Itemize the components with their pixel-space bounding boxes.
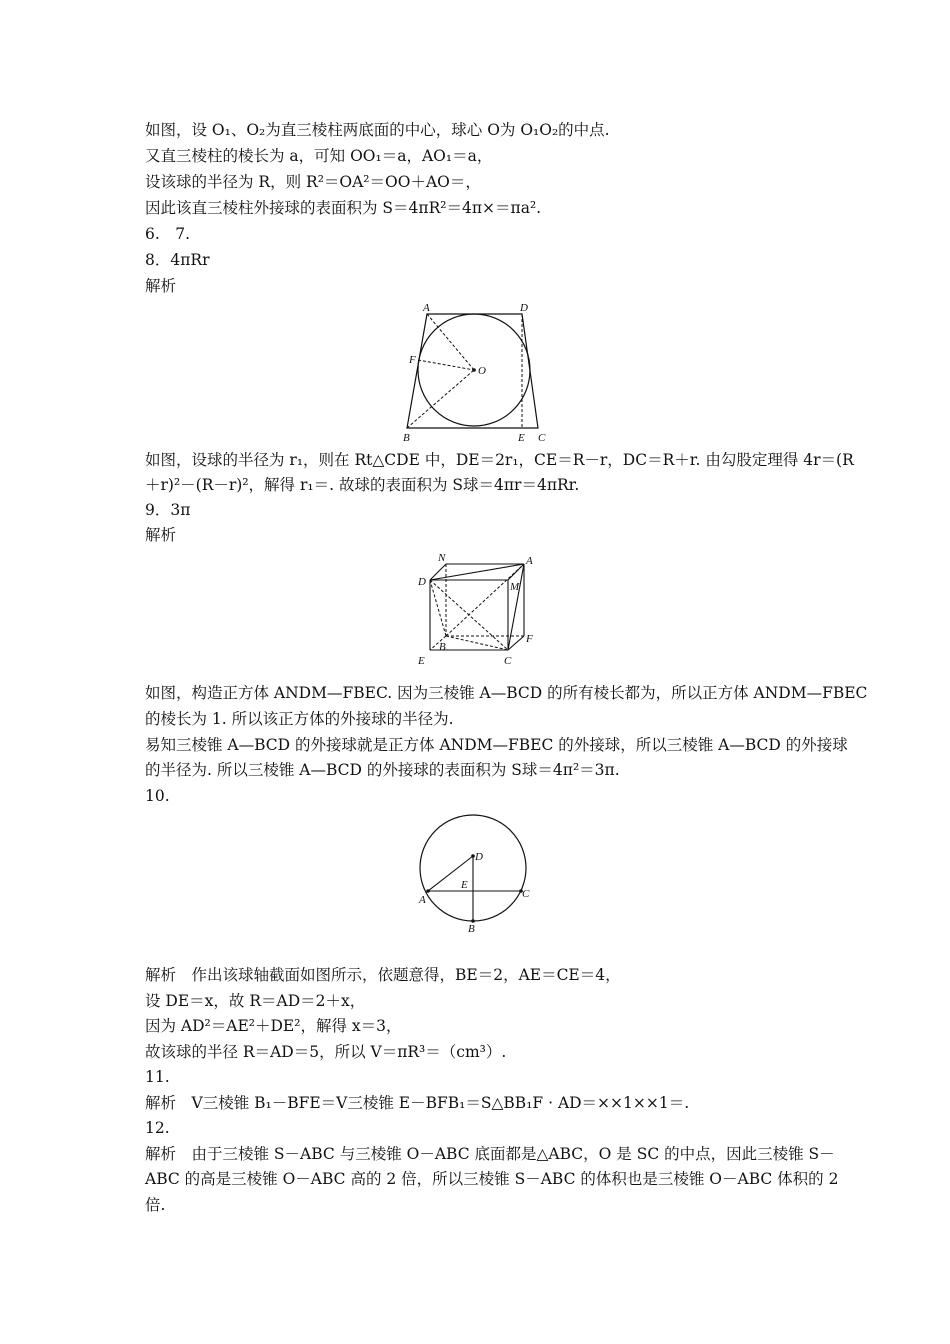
text-line-8: 如图，设球的半径为 r₁，则在 Rt△CDE 中，DE＝2r₁，CE＝R－r，DC＝R＋r. 由勾股定理得 4r＝(R <box>145 451 854 469</box>
text-line-6: 8．4πRr <box>145 251 210 269</box>
fig8-label-e: E <box>518 432 525 444</box>
fig8-label-f: F <box>409 354 416 366</box>
fig8-label-b: B <box>403 432 410 444</box>
text-line-2: 又直三棱柱的棱长为 a，可知 OO₁＝a，AO₁＝a， <box>145 147 493 165</box>
fig9-label-f: F <box>526 633 533 645</box>
fig9-label-b: B <box>439 641 446 653</box>
text-line-20: 故该球的半径 R＝AD＝5，所以 V＝πR³＝（cm³）. <box>145 1043 507 1061</box>
text-line-4: 因此该直三棱柱外接球的表面积为 S＝4πR²＝4π×＝πa². <box>145 199 542 217</box>
fig9-label-e: E <box>418 655 425 667</box>
figure-8-trapezoid-sphere <box>390 300 560 445</box>
figure-10-sphere-section <box>410 808 540 938</box>
text-line-5: 6. 7. <box>145 225 191 243</box>
fig10-label-c: C <box>522 888 530 900</box>
fig9-label-a: A <box>526 555 533 567</box>
text-line-7: 解析 <box>145 277 177 295</box>
text-line-11: 解析 <box>145 526 177 544</box>
text-line-3: 设该球的半径为 R，则 R²＝OA²＝OO＋AO＝， <box>145 173 481 191</box>
text-line-10: 9．3π <box>145 501 191 519</box>
fig8-label-a: A <box>423 302 430 314</box>
fig8-label-c: C <box>538 432 546 444</box>
fig10-label-e: E <box>461 879 468 891</box>
fig10-label-d: D <box>475 851 483 863</box>
text-line-19: 因为 AD²＝AE²＋DE²，解得 x＝3， <box>145 1017 402 1035</box>
text-line-22: 解析 V三棱锥 B₁－BFE＝V三棱锥 E－BFB₁＝S△BB₁F · AD＝××1××1＝. <box>145 1094 690 1112</box>
text-line-26: 倍. <box>145 1196 166 1214</box>
text-line-1: 如图，设 O₁、O₂为直三棱柱两底面的中心，球心 O为 O₁O₂的中点. <box>145 121 610 139</box>
text-line-16: 10. <box>145 787 170 805</box>
text-line-13: 的棱长为 1. 所以该正方体的外接球的半径为. <box>145 710 454 728</box>
text-line-17: 解析 作出该球轴截面如图所示，依题意得，BE＝2，AE＝CE＝4， <box>145 966 621 984</box>
text-line-12: 如图，构造正方体 ANDM—FBEC. 因为三棱锥 A—BCD 的所有棱长都为，所以正方体 ANDM—FBEC <box>145 684 868 702</box>
text-line-15: 的半径为. 所以三棱锥 A—BCD 的外接球的表面积为 S球＝4π²＝3π. <box>145 761 620 779</box>
text-line-25: ABC 的高是三棱锥 O－ABC 高的 2 倍，所以三棱锥 S－ABC 的体积也是三棱锥 O－ABC 体积的 2 <box>145 1170 839 1188</box>
fig10-label-a: A <box>419 894 426 906</box>
text-line-24: 解析 由于三棱锥 S－ABC 与三棱锥 O－ABC 底面都是△ABC，O 是 SC 的中点，因此三棱锥 S－ <box>145 1145 835 1163</box>
fig9-label-m: M <box>510 581 520 593</box>
fig8-label-o: O <box>478 365 486 377</box>
text-line-9: ＋r)²－(R－r)²，解得 r₁＝. 故球的表面积为 S球＝4πr＝4πRr. <box>145 476 580 494</box>
fig10-label-b: B <box>468 923 475 935</box>
text-line-14: 易知三棱锥 A—BCD 的外接球就是正方体 ANDM—FBEC 的外接球，所以三棱锥 A—BCD 的外接球 <box>145 736 848 754</box>
text-line-21: 11. <box>145 1068 170 1086</box>
fig9-label-c: C <box>504 655 512 667</box>
text-line-18: 设 DE＝x，故 R＝AD＝2＋x， <box>145 992 366 1010</box>
figure-9-cube-tetrahedron <box>408 550 543 675</box>
text-line-23: 12. <box>145 1119 170 1137</box>
fig9-label-d: D <box>418 576 426 588</box>
fig9-label-n: N <box>438 552 446 564</box>
fig8-label-d: D <box>520 302 528 314</box>
